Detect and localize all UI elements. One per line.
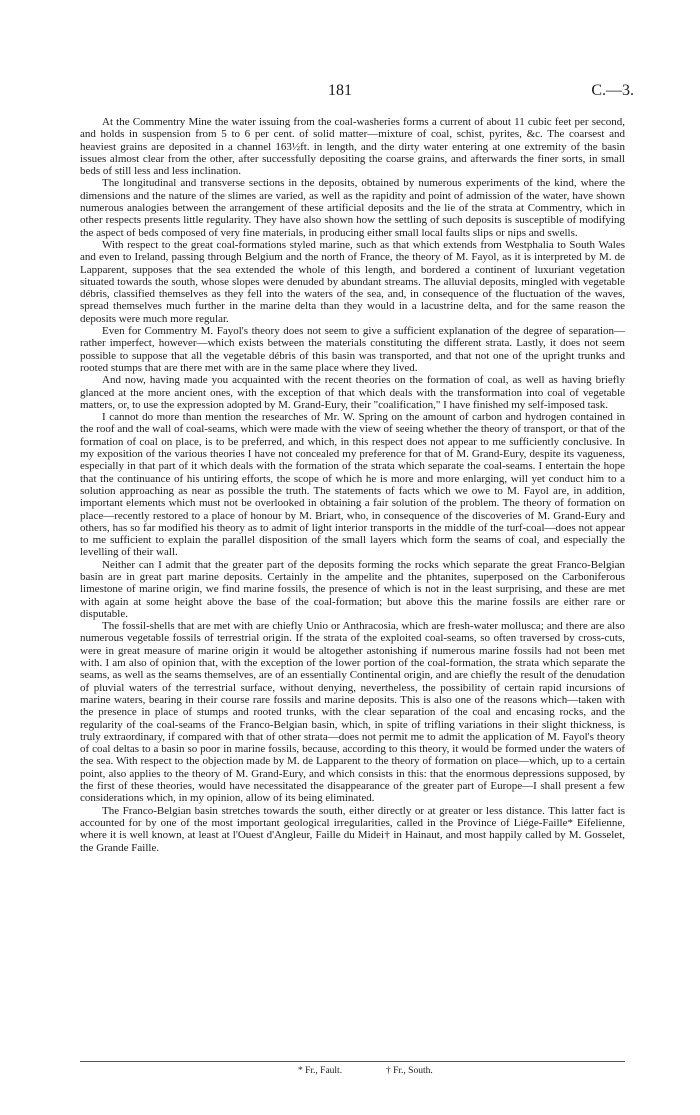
paragraph: The longitudinal and transverse sections in the deposits, obtained by numerous experiments of the kind, where the dimensions and the nature of the slimes are varied, as well as the rapidity and point of admission of the water, have shown numerous analogies between the arrangement of these artificial deposits and the lie of the strata at Commentry, which in other respects presents little regularity. They have also shown how the settling of such deposits is susceptible of modifying the aspect of beds composed of very fine materials, in producing either small local faults slips or nips and swells. [80,177,625,239]
page-number: 181 [328,82,352,99]
paragraph: The Franco-Belgian basin stretches towards the south, either directly or at greater or less distance. This latter fact is accounted for by one of the most important geological irregularities, called in the Province of Liége-Faille* Eifelienne, where it is well known, at least at l'Ouest d'Angleur, Faille du Midei† in Hainaut, and most happily called by M. Gosselet, the Grande Faille. [80,804,625,854]
footnote: * Fr., Fault. [298,1066,343,1076]
document-reference: C.—3. [591,82,634,99]
paragraph: And now, having made you acquainted with the recent theories on the formation of coal, as well as having briefly glanced at the more ancient ones, with the exception of that which deals with the transformation into coal of vegetable matters, or, to use the expression adopted by M. Grand-Eury, their "coalification," I have finished my self-imposed task. [80,374,625,411]
paragraph: Neither can I admit that the greater part of the deposits forming the rocks which separate the great Franco-Belgian basin are in great part marine deposits. Certainly in the ampelite and the phtanites, superposed on the Carboniferous limestone of marine origin, we find marine fossils, the presence of which is not in the least surprising, and these are met with again at some height above the base of the coal-formation; but above this the marine fossils are either rare or disputable. [80,558,625,620]
paragraph: At the Commentry Mine the water issuing from the coal-washeries forms a current of about 11 cubic feet per second, and holds in suspension from 5 to 6 per cent. of solid matter—mixture of coal, schist, pyrites, &c. The coarsest and heaviest grains are deposited in a channel 163½ft. in length, and the dirty water entering at one extremity of the basin issues almost clear from the other, after successfully depositing the coarse grains, and afterwards the finer sorts, in small beds of still less and less inclination. [80,116,625,178]
paragraph: With respect to the great coal-formations styled marine, such as that which extends from Westphalia to South Wales and even to Ireland, passing through Belgium and the north of France, the theory of M. Fayol, as it is interpreted by M. de Lapparent, supposes that the sea extended the whole of this length, and bordered a continent of luxuriant vegetation situated towards the south, whose slopes were denuded by abundant streams. The alluvial deposits, mingled with vegetable débris, classified themselves as they fell into the waters of the sea, and, in consequence of the fluctuation of the waves, spread themselves much further in the marine delta than they would in a lacustrine delta, and for the same reason the deposits were much more regular. [80,238,625,325]
footnote: † Fr., South. [386,1066,433,1076]
paragraph: Even for Commentry M. Fayol's theory does not seem to give a sufficient explanation of the degree of separation—rather imperfect, however—which exists between the materials constituting the different strata. Lastly, it does not seem possible to suppose that all the vegetable débris of this basin was transported, and that not one of the upright trunks and rooted stumps that are there met with are in the same place where they lived. [80,325,625,374]
footnote-divider [80,1061,625,1062]
paragraph: The fossil-shells that are met with are chiefly Unio or Anthracosia, which are fresh-water mollusca; and there are also numerous vegetable fossils of terrestrial origin. If the strata of the exploited coal-seams, so often traversed by cross-cuts, were in great measure of marine origin it would be altogether astonishing if numerous marine fossils had not been met with. I am also of opinion that, with the exception of the lower portion of the coal-formation, the strata which separate the seams, as well as the seams themselves, are of an essentially Continental origin, and are chiefly the result of the denudation of pluvial waters of the terrestrial surface, without denying, nevertheless, the possibility of certain rapid incursions of marine waters, bearing in their course rare fossils and marine deposits. This is also one of the reasons which—taken with the presence in place of stumps and rooted trunks, with the clear separation of the coal and encasing rocks, and the regularity of the coal-seams of the Franco-Belgian basin, which, in spite of trifling variations in their slight thickness, is truly extraordinary, if compared with that of other strata—does not permit me to admit the application of M. Fayol's theory of coal deltas to a basin so poor in marine fossils, because, according to this theory, it would be formed under the waters of the sea. With respect to the objection made by M. de Lapparent to the theory of formation on place—which, up to a certain point, also applies to the theory of M. Grand-Eury, and which consists in this: that the enormous depressions supposed, by the first of these theories, would have necessitated the disappearance of the greater part of Europe—I shall present a few considerations which, in my opinion, allow of its being eliminated. [80,620,625,805]
page-header [0,82,700,102]
body-text [80,116,625,854]
paragraph: I cannot do more than mention the researches of Mr. W. Spring on the amount of carbon and hydrogen contained in the roof and the wall of coal-seams, which were made with the view of seeing whether the theory of transport, or that of the formation of coal on place, is to be preferred, and which, in this respect does not appear to me sufficiently conclusive. In my exposition of the various theories I have not concealed my preference for that of M. Grand-Eury, despite its vagueness, especially in that part of it which deals with the formation of the strata which separate the coal-seams. I entertain the hope that the continuance of his untiring efforts, the scope of which he is more and more enlarging, will yet conduct him to a solution approaching as near as possible the truth. The statements of facts which we owe to M. Fayol are, in addition, important elements which must not be overlooked in obtaining a fair solution of the problem. The theory of formation on place—recently restored to a place of honour by M. Briart, who, in consequence of the discoveries of M. Grand-Eury and others, has so far modified his theory as to admit of light interior transports in the middle of the turf-coal—does not appear to me sufficient to explain the parallel disposition of the small layers which form the seams of coal, and especially the levelling of their wall. [80,411,625,559]
